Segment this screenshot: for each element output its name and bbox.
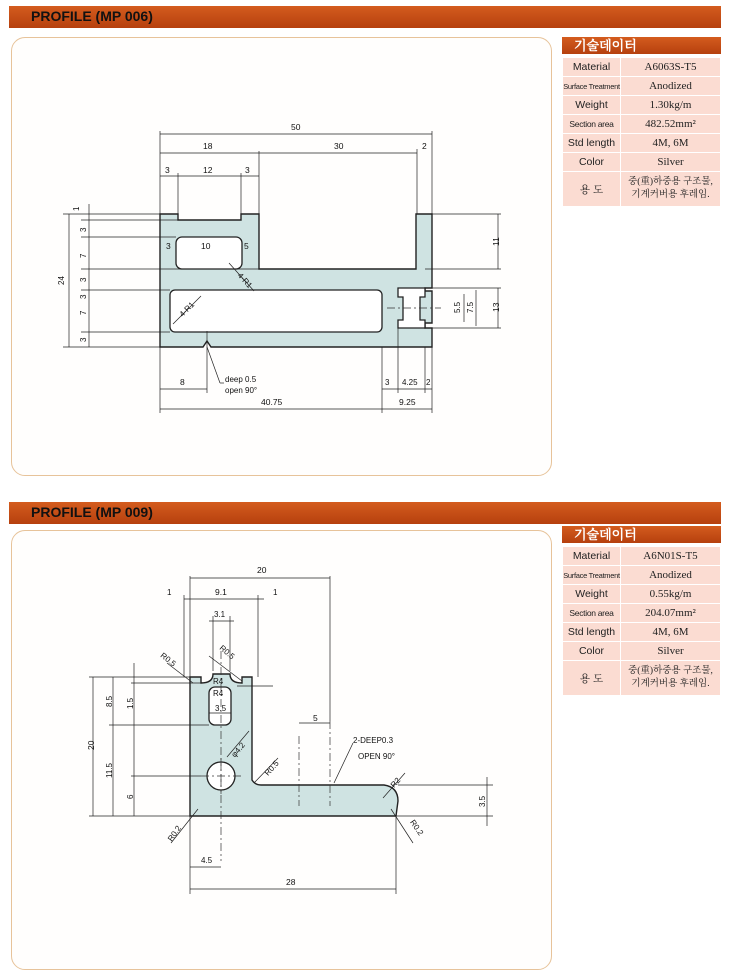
spec-row: [563, 566, 721, 585]
dim-20-top: 20: [257, 565, 267, 575]
dim-v-1: 1: [72, 206, 81, 211]
spec-table: [562, 57, 721, 207]
spec-value: 4M, 6M: [621, 134, 721, 153]
spec-row: [563, 547, 721, 566]
dim-5: 5: [313, 713, 318, 723]
spec-label: Std length: [563, 623, 621, 642]
dim-v-3-5: 3.5: [478, 795, 487, 807]
spec-value: A6N01S-T5: [621, 547, 721, 566]
section-title: PROFILE (MP 006): [31, 8, 153, 24]
dim-5: 5: [244, 241, 249, 251]
usage-value: [621, 661, 721, 696]
spec-label: Surface Treatment: [563, 566, 621, 585]
spec-table: [562, 546, 721, 696]
spec-value: Silver: [621, 153, 721, 172]
spec-value: 482.52mm²: [621, 115, 721, 134]
usage-value: [621, 172, 721, 207]
diameter-4-2: φ4.2: [229, 740, 247, 759]
spec-value: Anodized: [621, 566, 721, 585]
dim-12: 12: [203, 165, 213, 175]
dim-v-3b: 3: [79, 277, 88, 282]
radius-r0-5-c: R0.5: [262, 758, 281, 778]
spec-value: 204.07mm²: [621, 604, 721, 623]
profile-drawing-mp006: [12, 38, 551, 475]
dim-v-13: 13: [491, 302, 501, 312]
spec-label: Material: [563, 58, 621, 77]
dim-10: 10: [201, 241, 211, 251]
radius-r4-b: R4: [213, 689, 224, 698]
note-open: OPEN 90°: [358, 752, 395, 761]
profile-drawing-mp009: [12, 531, 551, 969]
dim-v-11: 11: [491, 237, 501, 246]
dim-3-1: 3.1: [214, 610, 226, 619]
dim-3-b: 3: [245, 165, 250, 175]
dim-v-3a: 3: [79, 227, 88, 232]
note-deep: deep 0.5: [225, 375, 257, 384]
note-open: open 90°: [225, 386, 258, 395]
dim-2-bottom: 2: [426, 378, 431, 387]
note-deep: 2-DEEP0.3: [353, 736, 394, 745]
spec-row: [563, 77, 721, 96]
spec-row: [563, 134, 721, 153]
spec-label: Weight: [563, 585, 621, 604]
spec-row: [563, 604, 721, 623]
radius-r0-2-a: R0.2: [165, 823, 184, 843]
technical-drawing-panel: [11, 37, 552, 476]
dim-v-24: 24: [57, 276, 66, 285]
dim-3-inner: 3: [166, 241, 171, 251]
dim-50: 50: [291, 122, 301, 132]
dim-v-7b: 7: [79, 310, 88, 315]
dim-4-5: 4.5: [201, 856, 213, 865]
profile-section-mp009: [0, 496, 730, 979]
radius-r0-2-b: R0.2: [408, 818, 426, 838]
dim-2-top: 2: [422, 141, 427, 151]
spec-value: 4M, 6M: [621, 623, 721, 642]
spec-value: Anodized: [621, 77, 721, 96]
spec-row: [563, 96, 721, 115]
spec-row: [563, 623, 721, 642]
spec-label: Section area: [563, 604, 621, 623]
usage-line-1: 중(重)하중용 구조물,: [628, 666, 713, 676]
radius-4-r1-a: 4-R1: [235, 271, 254, 290]
usage-label: 용 도: [563, 661, 621, 696]
usage-line-1: 중(重)하중용 구조물,: [628, 177, 713, 187]
spec-row: [563, 153, 721, 172]
dim-v-7-5: 7.5: [466, 301, 475, 313]
dim-v-6: 6: [126, 794, 135, 799]
dim-3-a: 3: [165, 165, 170, 175]
dim-v-7a: 7: [79, 253, 88, 258]
usage-label: 용 도: [563, 172, 621, 207]
radius-r0-5-b: R0.5: [217, 643, 237, 662]
spec-label: Color: [563, 153, 621, 172]
dim-v-3d: 3: [79, 337, 88, 342]
dim-28: 28: [286, 877, 296, 887]
spec-label: Color: [563, 642, 621, 661]
dim-8: 8: [180, 377, 185, 387]
dim-1-b: 1: [273, 588, 278, 597]
spec-row: [563, 115, 721, 134]
dim-9-25: 9.25: [399, 397, 416, 407]
radius-4-r1-b: 4-R1: [177, 300, 197, 319]
dim-1-a: 1: [167, 588, 172, 597]
dim-9-1: 9.1: [215, 587, 227, 597]
radius-r0-5-a: R0.5: [158, 650, 178, 669]
technical-data-panel: [562, 37, 721, 207]
spec-value: 0.55kg/m: [621, 585, 721, 604]
section-header-bar: [9, 6, 721, 28]
dim-18: 18: [203, 141, 213, 151]
spec-label: Section area: [563, 115, 621, 134]
spec-row-usage: [563, 661, 721, 696]
spec-row-usage: [563, 172, 721, 207]
dim-3-5: 3.5: [215, 704, 227, 713]
spec-panel-title: 기술데이터: [562, 37, 721, 54]
section-header-bar: [9, 502, 721, 524]
technical-drawing-panel: [11, 530, 552, 970]
section-title: PROFILE (MP 009): [31, 504, 153, 520]
radius-r2: R2: [388, 775, 403, 790]
spec-value: A6063S-T5: [621, 58, 721, 77]
dim-3-bottom: 3: [385, 378, 390, 387]
spec-value: 1.30kg/m: [621, 96, 721, 115]
spec-value: Silver: [621, 642, 721, 661]
dim-v-3c: 3: [79, 294, 88, 299]
dim-v-11-5: 11.5: [105, 763, 114, 778]
dim-4-25: 4.25: [402, 378, 418, 387]
dim-v-1-5: 1.5: [126, 697, 135, 709]
spec-row: [563, 642, 721, 661]
lower-cavity: [170, 290, 382, 332]
dim-v-20: 20: [86, 740, 96, 750]
spec-label: Material: [563, 547, 621, 566]
spec-label: Surface Treatment: [563, 77, 621, 96]
spec-label: Std length: [563, 134, 621, 153]
usage-line-2: 기계커버용 후레임.: [631, 679, 710, 689]
spec-label: Weight: [563, 96, 621, 115]
spec-panel-title: 기술데이터: [562, 526, 721, 543]
technical-data-panel: [562, 526, 721, 696]
spec-row: [563, 58, 721, 77]
dim-v-5-5: 5.5: [453, 301, 462, 313]
dim-v-8-5: 8.5: [105, 695, 114, 707]
usage-line-2: 기계커버용 후레임.: [631, 190, 710, 200]
dim-30: 30: [334, 141, 344, 151]
radius-r4-a: R4: [213, 677, 224, 686]
spec-row: [563, 585, 721, 604]
dim-40-75: 40.75: [261, 397, 283, 407]
